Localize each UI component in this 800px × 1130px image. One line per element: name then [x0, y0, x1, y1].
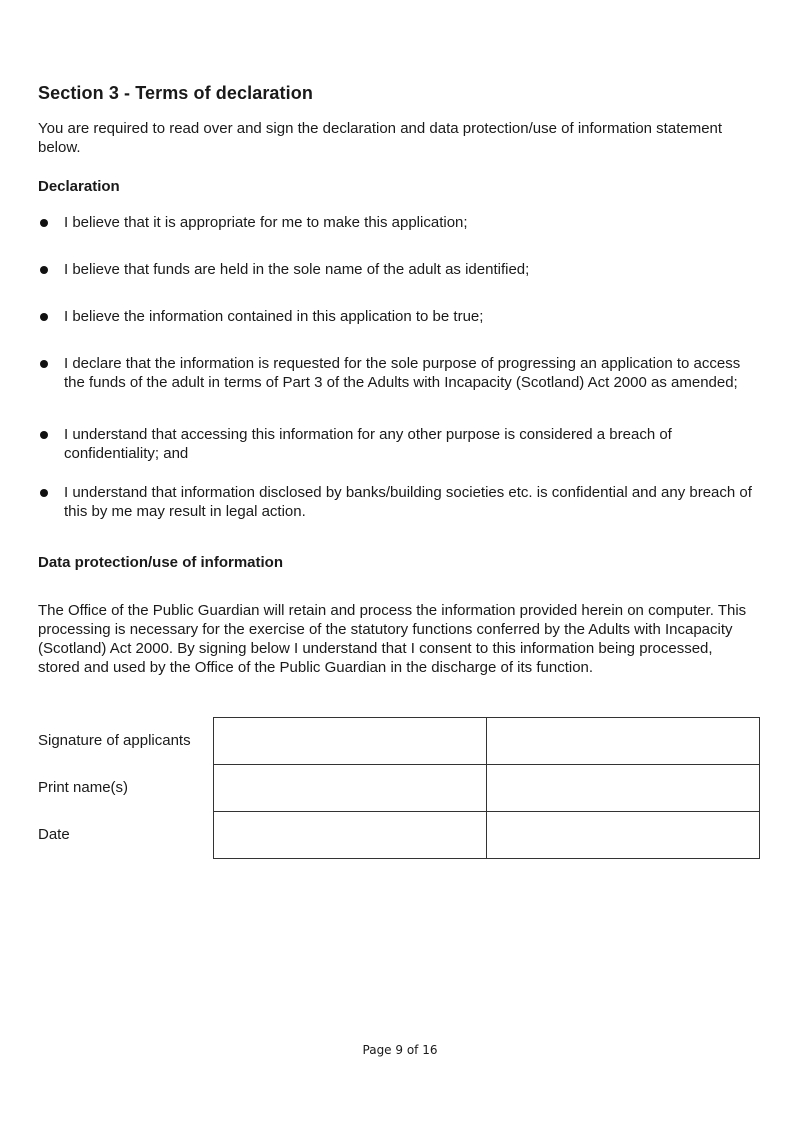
declaration-item-text: I believe that it is appropriate for me to make this application; [64, 214, 468, 231]
print-name-field-2[interactable] [487, 765, 760, 812]
date-label: Date [38, 826, 70, 843]
page-number: Page 9 of 16 [362, 1043, 438, 1057]
signature-field-1[interactable] [214, 718, 487, 765]
signature-field-2[interactable] [487, 718, 760, 765]
print-name-row [214, 765, 760, 812]
date-row [214, 812, 760, 859]
print-name-field-1[interactable] [214, 765, 487, 812]
bullet-icon [40, 313, 48, 321]
section-title: Section 3 - Terms of declaration [38, 83, 313, 103]
bullet-icon [40, 219, 48, 227]
print-name-label: Print name(s) [38, 779, 129, 796]
date-field-2[interactable] [487, 812, 760, 859]
data-protection-text: The Office of the Public Guardian will retain and process the information provided herein on computer. This processing is necessary for the exercise of the statutory functions conferred by the Adults with Incapacity (Scotland) Act 2000. By signing below I understand that I consent to this information being processed, stored and used by the Office of the Public Guardian in the discharge of its function. [38, 602, 747, 676]
signature-table [213, 717, 760, 859]
data-protection-heading: Data protection/use of information [38, 554, 284, 571]
declaration-item-text: I understand that information disclosed by banks/building societies etc. is confidential and any breach of this by me may result in legal action. [64, 484, 752, 520]
declaration-item-text: I believe the information contained in this application to be true; [64, 308, 484, 325]
section-intro: You are required to read over and sign the declaration and data protection/use of information statement below. [38, 120, 723, 156]
signature-row [214, 718, 760, 765]
date-field-1[interactable] [214, 812, 487, 859]
declaration-heading: Declaration [38, 178, 120, 195]
bullet-icon [40, 489, 48, 497]
declaration-item-text: I believe that funds are held in the sole name of the adult as identified; [64, 261, 530, 278]
bullet-icon [40, 266, 48, 274]
declaration-item-text: I declare that the information is requested for the sole purpose of progressing an application to access the funds of the adult in terms of Part 3 of the Adults with Incapacity (Scotland) Act 2000 as amended; [64, 355, 741, 391]
declaration-item-text: I understand that accessing this information for any other purpose is considered a breach of confidentiality; and [64, 426, 672, 462]
bullet-icon [40, 431, 48, 439]
signature-label: Signature of applicants [38, 732, 191, 749]
bullet-icon [40, 360, 48, 368]
